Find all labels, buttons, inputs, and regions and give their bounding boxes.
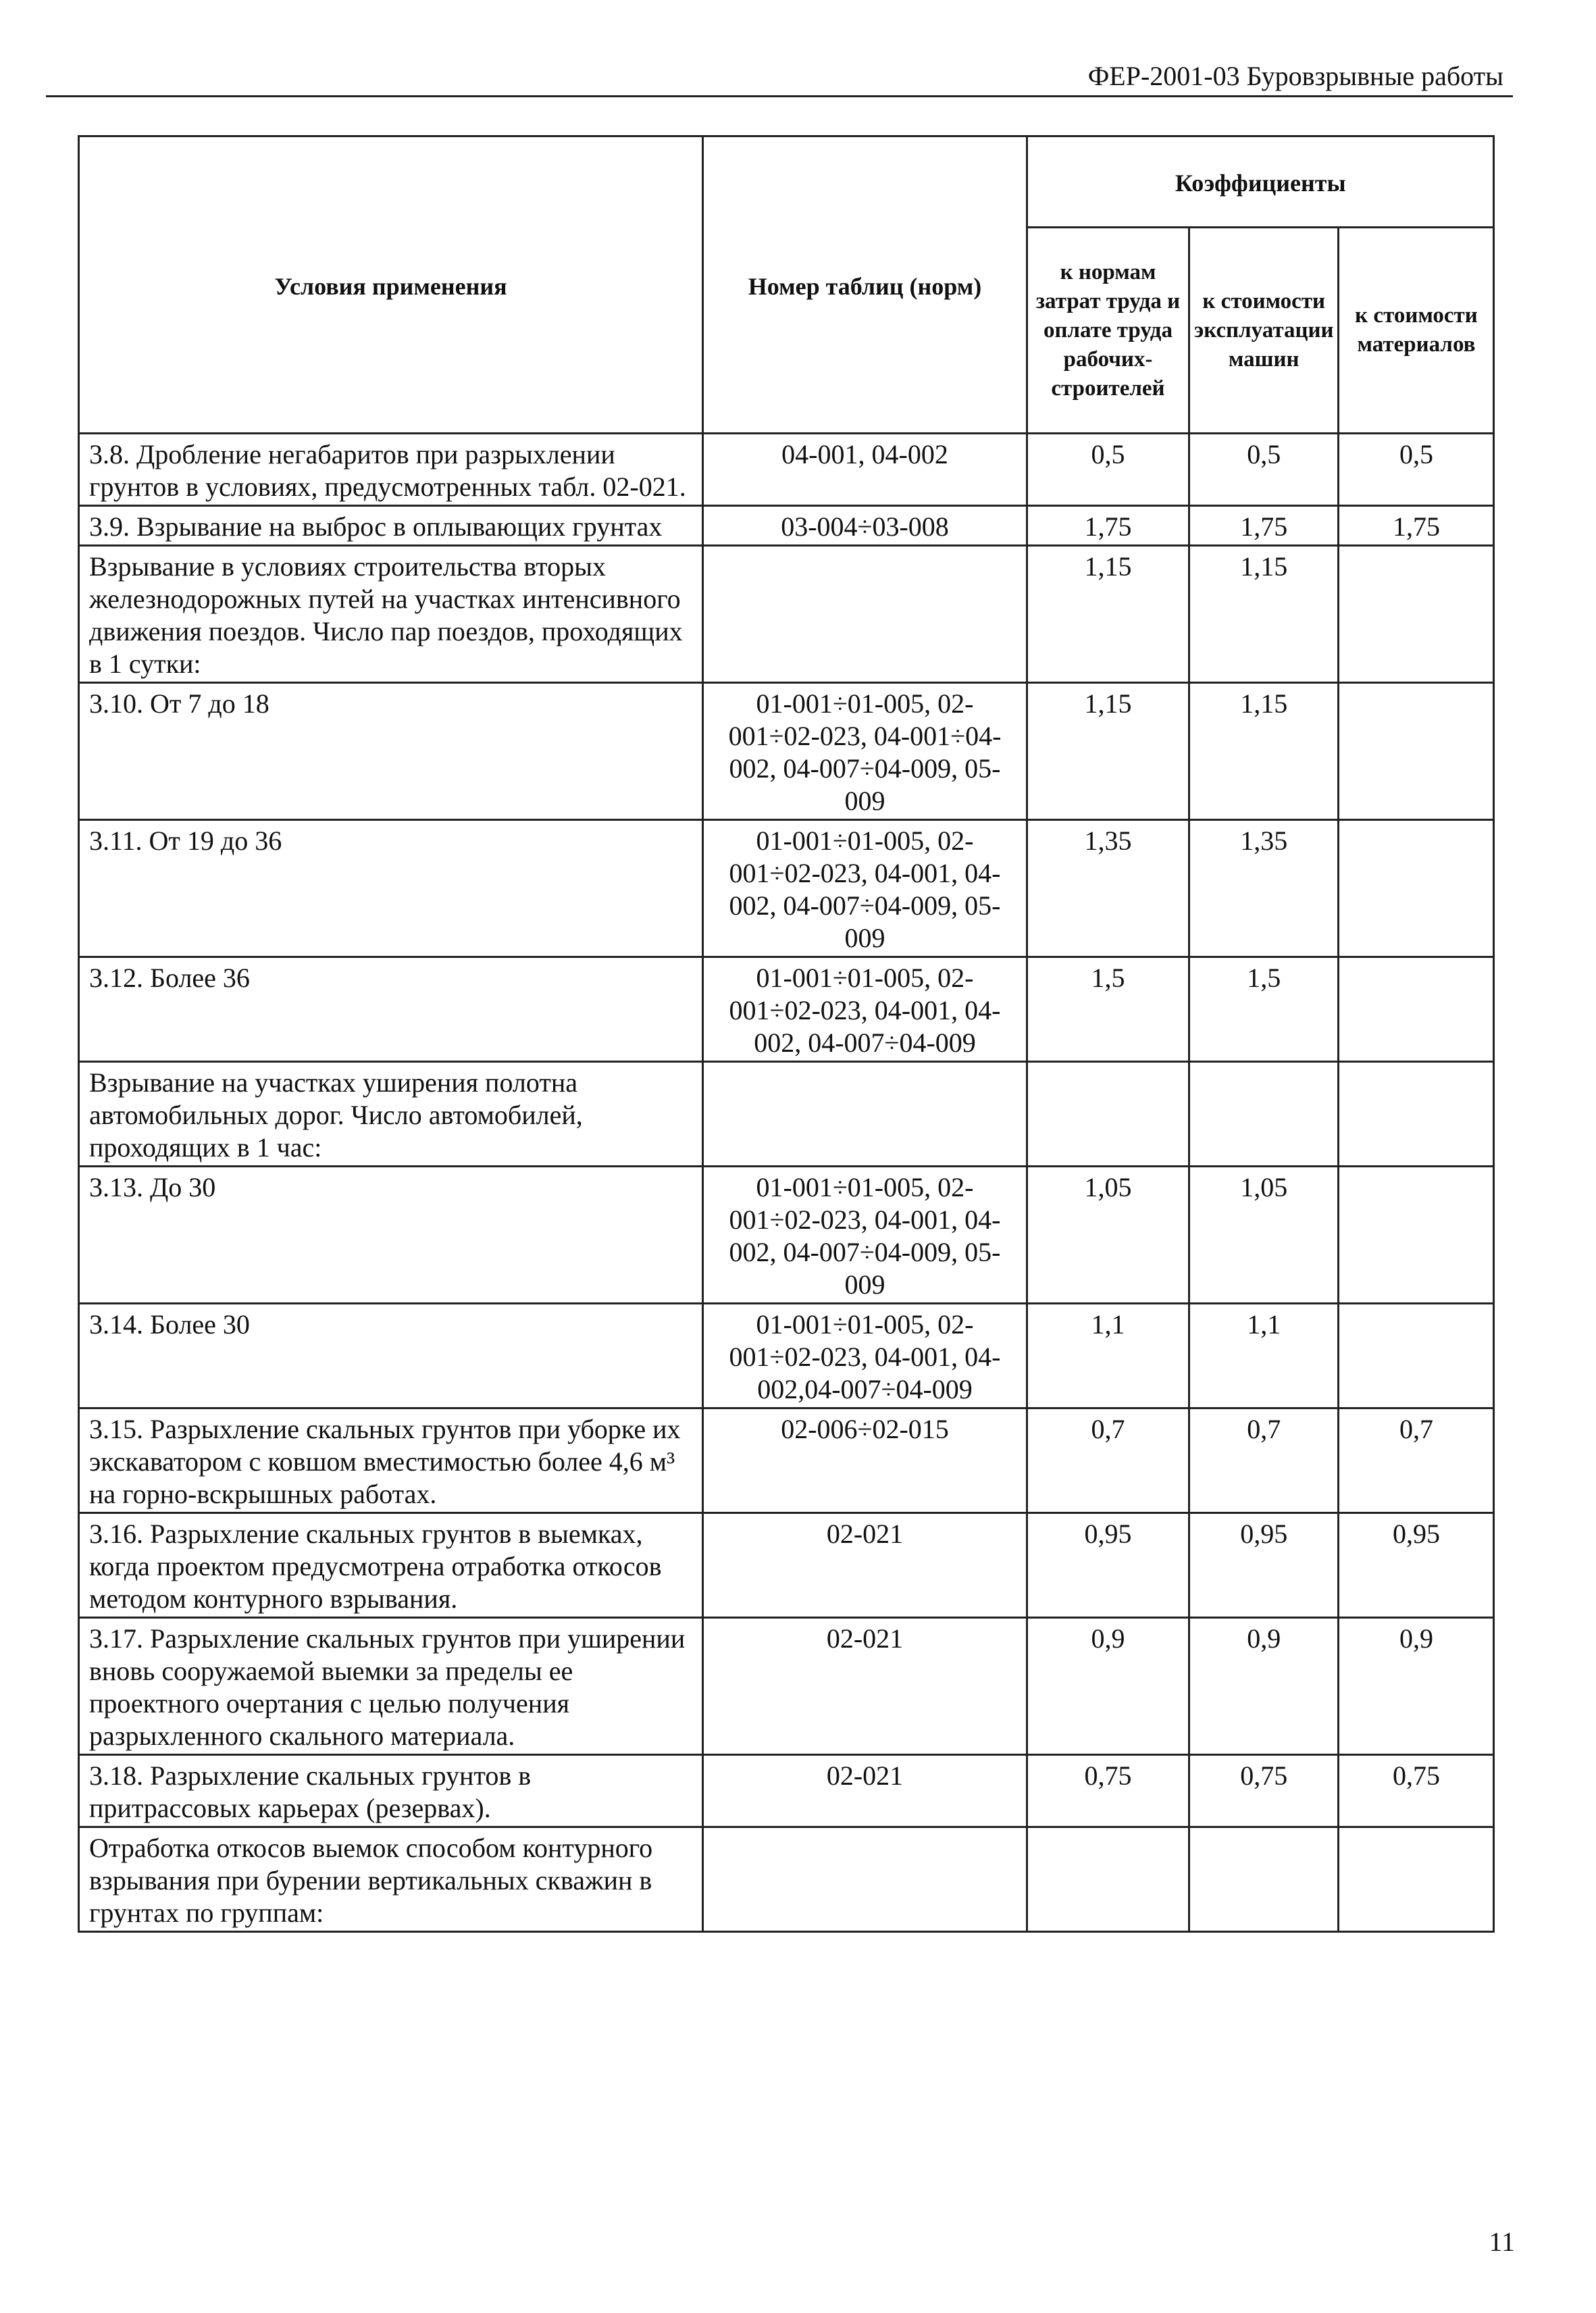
tables-cell: 04-001, 04-002 [703, 434, 1027, 506]
table-row [79, 546, 1494, 683]
page-number: 11 [1489, 2227, 1515, 2257]
header-machines: к стоимости эксплуатации машин [1189, 228, 1339, 434]
labor-coefficient-cell: 0,7 [1027, 1408, 1189, 1513]
table-row [79, 506, 1494, 546]
labor-coefficient-cell: 1,15 [1027, 683, 1189, 820]
condition-cell: 3.14. Более 30 [79, 1304, 703, 1408]
machines-coefficient-cell: 0,75 [1189, 1755, 1339, 1827]
tables-cell: 02-006÷02-015 [703, 1408, 1027, 1513]
table-row [79, 1618, 1494, 1755]
table-row [79, 683, 1494, 820]
table-row [79, 1408, 1494, 1513]
machines-coefficient-cell [1189, 1062, 1339, 1167]
condition-cell: 3.17. Разрыхление скальных грунтов при уширении вновь сооружаемой выемки за пределы ее проектного очертания с целью получения разрыхленного скального материала. [79, 1618, 703, 1755]
tables-cell: 02-021 [703, 1618, 1027, 1755]
labor-coefficient-cell: 1,1 [1027, 1304, 1189, 1408]
tables-cell [703, 1062, 1027, 1167]
coefficients-table-wrapper [78, 135, 1495, 1933]
table-row [79, 1062, 1494, 1167]
labor-coefficient-cell: 1,75 [1027, 506, 1189, 546]
labor-coefficient-cell: 1,5 [1027, 957, 1189, 1062]
condition-cell: 3.12. Более 36 [79, 957, 703, 1062]
machines-coefficient-cell: 0,95 [1189, 1513, 1339, 1618]
materials-coefficient-cell [1339, 683, 1494, 820]
table-row [79, 1513, 1494, 1618]
header-materials: к стоимости материалов [1339, 228, 1494, 434]
labor-coefficient-cell: 1,05 [1027, 1167, 1189, 1304]
tables-cell: 03-004÷03-008 [703, 506, 1027, 546]
condition-cell: 3.8. Дробление негабаритов при разрыхлении грунтов в условиях, предусмотренных табл. 02-021. [79, 434, 703, 506]
table-row [79, 434, 1494, 506]
machines-coefficient-cell: 1,15 [1189, 546, 1339, 683]
condition-cell: 3.9. Взрывание на выброс в оплывающих грунтах [79, 506, 703, 546]
condition-cell: Взрывание в условиях строительства вторых железнодорожных путей на участках интенсивного движения поездов. Число пар поездов, проходящих в 1 сутки: [79, 546, 703, 683]
header-table-numbers: Номер таблиц (норм) [703, 136, 1027, 434]
condition-cell: Взрывание на участках уширения полотна автомобильных дорог. Число автомобилей, проходящих в 1 час: [79, 1062, 703, 1167]
coefficients-table [78, 135, 1495, 1933]
materials-coefficient-cell [1339, 1304, 1494, 1408]
condition-cell: 3.13. До 30 [79, 1167, 703, 1304]
condition-cell: 3.11. От 19 до 36 [79, 820, 703, 957]
table-row [79, 1755, 1494, 1827]
labor-coefficient-cell: 0,75 [1027, 1755, 1189, 1827]
labor-coefficient-cell: 0,5 [1027, 434, 1189, 506]
document-title: ФЕР-2001-03 Буровзрывные работы [1087, 61, 1503, 91]
machines-coefficient-cell: 0,7 [1189, 1408, 1339, 1513]
machines-coefficient-cell: 1,15 [1189, 683, 1339, 820]
machines-coefficient-cell: 1,5 [1189, 957, 1339, 1062]
header-labor: к нормам затрат труда и оплате труда рабочих-строителей [1027, 228, 1189, 434]
materials-coefficient-cell [1339, 957, 1494, 1062]
labor-coefficient-cell: 0,9 [1027, 1618, 1189, 1755]
materials-coefficient-cell [1339, 1827, 1494, 1932]
machines-coefficient-cell: 0,9 [1189, 1618, 1339, 1755]
materials-coefficient-cell: 1,75 [1339, 506, 1494, 546]
condition-cell: 3.15. Разрыхление скальных грунтов при уборке их экскаватором с ковшом вместимостью более 4,6 м³ на горно-вскрышных работах. [79, 1408, 703, 1513]
tables-cell [703, 546, 1027, 683]
materials-coefficient-cell [1339, 820, 1494, 957]
machines-coefficient-cell: 1,75 [1189, 506, 1339, 546]
labor-coefficient-cell: 0,95 [1027, 1513, 1189, 1618]
machines-coefficient-cell: 1,1 [1189, 1304, 1339, 1408]
machines-coefficient-cell [1189, 1827, 1339, 1932]
materials-coefficient-cell: 0,95 [1339, 1513, 1494, 1618]
tables-cell: 01-001÷01-005, 02-001÷02-023, 04-001, 04-002, 04-007÷04-009, 05-009 [703, 1167, 1027, 1304]
machines-coefficient-cell: 0,5 [1189, 434, 1339, 506]
condition-cell: 3.16. Разрыхление скальных грунтов в выемках, когда проектом предусмотрена отработка откосов методом контурного взрывания. [79, 1513, 703, 1618]
tables-cell: 01-001÷01-005, 02-001÷02-023, 04-001, 04-002, 04-007÷04-009, 05-009 [703, 820, 1027, 957]
table-row [79, 1167, 1494, 1304]
tables-cell: 02-021 [703, 1755, 1027, 1827]
page-header [46, 57, 1513, 97]
machines-coefficient-cell: 1,05 [1189, 1167, 1339, 1304]
tables-cell: 02-021 [703, 1513, 1027, 1618]
labor-coefficient-cell: 1,35 [1027, 820, 1189, 957]
labor-coefficient-cell [1027, 1062, 1189, 1167]
condition-cell: Отработка откосов выемок способом контурного взрывания при бурении вертикальных скважин в грунтах по группам: [79, 1827, 703, 1932]
labor-coefficient-cell [1027, 1827, 1189, 1932]
condition-cell: 3.10. От 7 до 18 [79, 683, 703, 820]
machines-coefficient-cell: 1,35 [1189, 820, 1339, 957]
table-row [79, 1304, 1494, 1408]
materials-coefficient-cell [1339, 1167, 1494, 1304]
materials-coefficient-cell: 0,7 [1339, 1408, 1494, 1513]
materials-coefficient-cell: 0,5 [1339, 434, 1494, 506]
materials-coefficient-cell: 0,9 [1339, 1618, 1494, 1755]
materials-coefficient-cell [1339, 1062, 1494, 1167]
table-row [79, 957, 1494, 1062]
materials-coefficient-cell: 0,75 [1339, 1755, 1494, 1827]
tables-cell: 01-001÷01-005, 02-001÷02-023, 04-001, 04-002, 04-007÷04-009 [703, 957, 1027, 1062]
header-coefficients: Коэффициенты [1027, 136, 1494, 228]
materials-coefficient-cell [1339, 546, 1494, 683]
tables-cell [703, 1827, 1027, 1932]
table-row [79, 1827, 1494, 1932]
tables-cell: 01-001÷01-005, 02-001÷02-023, 04-001÷04-002, 04-007÷04-009, 05-009 [703, 683, 1027, 820]
condition-cell: 3.18. Разрыхление скальных грунтов в притрассовых карьерах (резервах). [79, 1755, 703, 1827]
header-conditions: Условия применения [79, 136, 703, 434]
table-row [79, 820, 1494, 957]
labor-coefficient-cell: 1,15 [1027, 546, 1189, 683]
tables-cell: 01-001÷01-005, 02-001÷02-023, 04-001, 04-002,04-007÷04-009 [703, 1304, 1027, 1408]
